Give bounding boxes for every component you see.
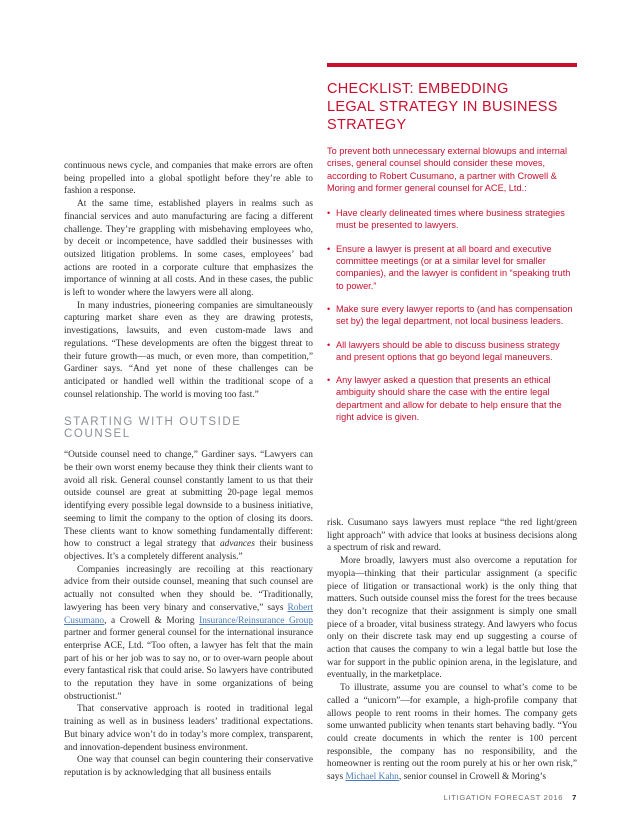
link-insurance-reinsurance-group[interactable]: Insurance/Reinsurance Group [199,615,313,626]
paragraph: One way that counsel can begin countering their conservative reputation is by acknowledging that all business entails [64,755,313,778]
paragraph [64,449,313,563]
sidebar-title-line: STRATEGY [327,117,407,133]
section-heading: STARTING WITH OUTSIDE COUNSEL [64,416,242,441]
text-segment: partner and former general counsel for the international insurance enterprise ACE, Ltd. “Too often, a lawyer has felt that the main part of his or her job was to say no, or to over-warn people about every fantastical risk that could arise. So lawyers have contributed to the reputation they have in some organizations of being obstructionist.” [64,628,313,702]
bullet-icon: • [327,208,331,219]
page-number: 7 [572,793,577,802]
checklist-item-text: Make sure every lawyer reports to (and has compensation set by) the legal department, not local business leaders. [336,303,573,327]
checklist-item-text: All lawyers should be able to discuss business strategy and present options that go beyond legal maneuvers. [336,339,560,362]
checklist-item [327,207,577,232]
text-segment: “Outside counsel need to change,” Gardiner says. “Lawyers can be their own worst enemy because they think their clients want to avoid all risk. General counsel constantly lament to us that their outside counsel are great at submitting 20-page legal memos identifying every possible legal downside to a business initiative, seeming to limit the company to the option of closing its doors. These clients want to know something fundamentally different: how to construct a legal strategy that [64,450,313,550]
sidebar-title-line: CHECKLIST: EMBEDDING [327,81,509,97]
bullet-icon: • [327,339,331,350]
checklist-item [327,303,577,328]
bullet-icon: • [327,243,331,254]
paragraph [64,564,313,704]
paragraph: More broadly, lawyers must also overcome a reputation for myopia—thinking that their particular assignment (a specific piece of litigation or transactional work) is the only thing that matters. Such outside counsel miss the forest for the trees because they don’t recognize that their assignment is simply one small piece of a broader, vital business strategy. And lawyers who focus only on their discrete task may end up suggesting a course of action that causes the company to win a legal battle but lose the war for support in the public opinion arena, in the legislature, and eventually, in the marketplace. [327,556,577,681]
link-michael-kahn[interactable]: Michael Kahn [345,772,399,783]
text-segment: , a Crowell & Moring [104,615,200,626]
sidebar-title-line: LEGAL STRATEGY IN BUSINESS [327,99,558,115]
sidebar-top-rule [327,63,577,67]
paragraph: In many industries, pioneering companies are simultaneously capturing market share even as they are drawing protests, investigations, lawsuits, and even custom-made laws and regulations. “These developments are often the biggest threat to their future growth—as much, or even more, than competition,” Gardiner says. “And yet none of these challenges can be anticipated or handled well within the traditional scope of a counsel relationship. The world is moving too fast.” [64,300,313,400]
text-segment: , senior counsel in Crowell & Moring’s [398,772,546,783]
sidebar-intro: To prevent both unnecessary external blowups and internal crises, general counsel should consider these moves, according to Robert Cusumano, a partner with Crowell & Moring and former general counsel for ACE, Ltd.: [327,146,568,193]
checklist-item [327,243,577,292]
checklist-sidebar [327,63,577,434]
right-column [327,517,577,784]
bullet-icon: • [327,375,331,386]
paragraph: At the same time, established players in realms such as financial services and auto manufacturing are facing a different challenge. They’re grappling with misbehaving employees who, by deceit or incompetence, have saddled their businesses with outsized litigation problems. In some cases, employees’ bad actions are rooted in a corporate culture that emphasizes the importance of winning at all costs. And in these cases, the public is left to wonder where the lawyers were all along. [64,199,313,299]
paragraph: risk. Cusumano says lawyers must replace “the red light/green light approach” with advice that looks at business decisions along a spectrum of risk and reward. [327,518,577,554]
page-footer [444,793,577,802]
checklist-item-text: Ensure a lawyer is present at all board and executive committee meetings (or at a similar level for smaller companies), and the lawyer is confident in “speaking truth to power.” [336,243,571,291]
text-segment: To illustrate, assume you are counsel to what’s come to be called a “unicorn”—for example, a high-profile company that allows people to rent rooms in their homes. The company gets some unwanted publicity when tenants start behaving badly. “You could create documents in which the renter is 100 percent responsible, the company has no responsibility, and the homeowner is renting out the room purely at his or her own risk,” says [327,683,577,783]
text-segment: Companies increasingly are recoiling at this reactionary advice from their outside counsel, meaning that such counsel are actually not consulted when they should be. “Traditionally, lawyering has been very binary and conservative,” says [64,564,313,613]
paragraph: continuous news cycle, and companies that make errors are often being propelled into a global spotlight before they’re able to fashion a response. [64,161,313,197]
checklist-item [327,339,577,364]
link-robert-cusumano[interactable]: Robert Cusumano [64,602,313,626]
checklist [327,207,577,423]
text-segment: their business objectives. It’s a completely different analysis.” [64,539,313,562]
paragraph: That conservative approach is rooted in traditional legal training as well as in business leaders’ traditional expectations. But binary advice won’t do in today’s more complex, transparent, and innovation-dependent business environment. [64,704,313,753]
emphasized-text: advances [219,539,255,550]
checklist-item-text: Any lawyer asked a question that presents an ethical ambiguity should share the case with the entire legal department and allow for debate to help ensure that the right advice is given. [336,375,562,423]
sidebar-title [327,80,577,134]
left-column [64,160,313,780]
checklist-item-text: Have clearly delineated times where business strategies must be presented to lawyers. [336,208,565,231]
paragraph [327,682,577,784]
bullet-icon: • [327,303,331,314]
checklist-item [327,374,577,423]
footer-text: LITIGATION FORECAST 2016 [443,793,564,802]
